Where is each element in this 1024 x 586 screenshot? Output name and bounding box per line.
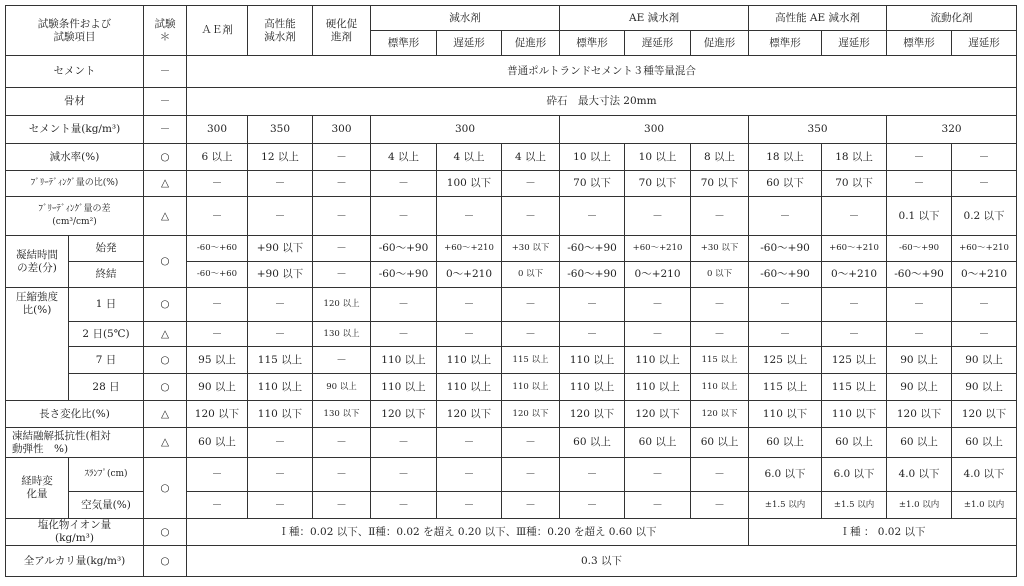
table-cell: Ｉ種：0.02 以下、Ⅱ種：0.02 を超え 0.20 以下、Ⅲ種：0.20 を超え 0.60 以下 <box>187 519 749 546</box>
table-cell: － <box>248 322 313 347</box>
table-cell: 120 以下 <box>371 401 437 428</box>
row-label-cell: 骨材 <box>6 88 144 116</box>
table-cell: 300 <box>371 116 560 144</box>
table-cell: 18 以上 <box>822 144 887 171</box>
row-label-cell: 塩化物イオン量 (kg/m³) <box>6 519 144 546</box>
table-cell: ○ <box>144 347 187 374</box>
table-cell: ○ <box>144 288 187 322</box>
table-row <box>6 88 1017 116</box>
table-cell: ○ <box>144 144 187 171</box>
table-cell: 320 <box>887 116 1017 144</box>
table-cell: － <box>437 428 502 458</box>
table-cell: 60 以下 <box>749 171 822 197</box>
header-cell: 標準形 <box>887 31 952 56</box>
table-cell: － <box>371 197 437 236</box>
table-cell: 120 以下 <box>502 401 560 428</box>
row-label-cell: 圧縮強度 比(%) <box>6 288 69 401</box>
table-cell: 12 以上 <box>248 144 313 171</box>
table-cell: － <box>248 458 313 492</box>
row-label-cell: 凍結融解抵抗性(相対 動弾性 %) <box>6 428 144 458</box>
table-cell: ±1.0 以内 <box>887 492 952 519</box>
header-cell: 試験条件および 試験項目 <box>6 6 144 56</box>
table-cell: 70 以下 <box>560 171 625 197</box>
table-row <box>6 236 1017 262</box>
row-label-cell: 全アルカリ量(kg/m³) <box>6 546 144 577</box>
row-label-cell: 凝結時間 の差(分) <box>6 236 69 288</box>
table-cell: 4 以上 <box>437 144 502 171</box>
table-cell: － <box>371 428 437 458</box>
table-cell: － <box>371 322 437 347</box>
table-cell: － <box>560 458 625 492</box>
table-cell: － <box>887 144 952 171</box>
table-cell: － <box>625 492 691 519</box>
table-cell: ±1.5 以内 <box>822 492 887 519</box>
header-cell: 促進形 <box>502 31 560 56</box>
table-cell: -60～+60 <box>187 262 248 288</box>
table-cell: -60～+90 <box>371 236 437 262</box>
table-cell: 0.3 以下 <box>187 546 1017 577</box>
table-cell: － <box>625 458 691 492</box>
table-cell: 4 以上 <box>502 144 560 171</box>
table-cell: － <box>187 458 248 492</box>
table-cell: +60～+210 <box>625 236 691 262</box>
table-row <box>6 197 1017 236</box>
table-cell: － <box>437 197 502 236</box>
table-cell: － <box>437 458 502 492</box>
table-cell: 70 以下 <box>822 171 887 197</box>
header-cell: 標準形 <box>749 31 822 56</box>
table-cell: － <box>625 288 691 322</box>
table-cell: － <box>248 288 313 322</box>
table-cell: 0.2 以下 <box>952 197 1017 236</box>
row-label-cell: 長さ変化比(%) <box>6 401 144 428</box>
header-cell: 減水剤 <box>371 6 560 31</box>
header-cell: 遅延形 <box>437 31 502 56</box>
table-cell: -60～+90 <box>371 262 437 288</box>
table-cell: － <box>437 288 502 322</box>
table-cell: ○ <box>144 374 187 401</box>
table-cell: 115 以上 <box>502 347 560 374</box>
table-row <box>6 519 1017 546</box>
table-cell: +60～+210 <box>952 236 1017 262</box>
header-cell: 硬化促 進剤 <box>313 6 371 56</box>
row-label-cell: 2 日(5℃) <box>69 322 144 347</box>
table-cell: 10 以上 <box>625 144 691 171</box>
table-cell: － <box>371 492 437 519</box>
table-cell: △ <box>144 322 187 347</box>
table-cell: － <box>822 197 887 236</box>
table-cell: － <box>560 322 625 347</box>
table-cell: +60～+210 <box>437 236 502 262</box>
header-row <box>6 6 1017 31</box>
table-cell: 95 以上 <box>187 347 248 374</box>
table-cell: 110 以上 <box>625 347 691 374</box>
table-row <box>6 546 1017 577</box>
table-cell: 110 以上 <box>691 374 749 401</box>
table-cell: － <box>822 288 887 322</box>
table-cell: ○ <box>144 236 187 288</box>
table-cell: － <box>502 458 560 492</box>
table-cell: － <box>691 458 749 492</box>
table-row <box>6 374 1017 401</box>
table-cell: － <box>313 458 371 492</box>
table-cell: 110 以上 <box>248 374 313 401</box>
table-cell: 70 以下 <box>691 171 749 197</box>
table-cell: 110 以下 <box>248 401 313 428</box>
table-cell: － <box>691 288 749 322</box>
table-cell: － <box>187 288 248 322</box>
table-cell: -60～+90 <box>560 236 625 262</box>
table-cell: △ <box>144 428 187 458</box>
table-cell: － <box>371 288 437 322</box>
table-cell: 300 <box>187 116 248 144</box>
table-cell: － <box>625 322 691 347</box>
table-cell: 110 以上 <box>560 374 625 401</box>
table-cell: -60～+90 <box>560 262 625 288</box>
table-cell: － <box>502 492 560 519</box>
table-cell: ○ <box>144 458 187 519</box>
table-cell: 350 <box>749 116 887 144</box>
table-cell: 0～+210 <box>822 262 887 288</box>
table-cell: 300 <box>560 116 749 144</box>
table-cell: － <box>371 458 437 492</box>
row-label-cell: 7 日 <box>69 347 144 374</box>
header-cell: 遅延形 <box>822 31 887 56</box>
table-cell: 120 以下 <box>625 401 691 428</box>
admixture-test-requirements-table <box>5 5 1017 577</box>
table-cell: － <box>502 171 560 197</box>
table-cell: 110 以下 <box>749 401 822 428</box>
table-cell: 8 以上 <box>691 144 749 171</box>
table-cell: 4 以上 <box>371 144 437 171</box>
table-cell: － <box>691 492 749 519</box>
table-row <box>6 116 1017 144</box>
table-cell: － <box>952 144 1017 171</box>
table-cell: 60 以上 <box>187 428 248 458</box>
table-row <box>6 458 1017 492</box>
header-cell: 標準形 <box>371 31 437 56</box>
table-cell: 110 以上 <box>502 374 560 401</box>
table-cell: 125 以上 <box>749 347 822 374</box>
table-cell: － <box>313 197 371 236</box>
row-label-cell: 経時変 化量 <box>6 458 69 519</box>
table-cell: 125 以上 <box>822 347 887 374</box>
table-cell: Ｉ種 ： 0.02 以下 <box>749 519 1017 546</box>
table-cell: － <box>560 492 625 519</box>
table-cell: 100 以下 <box>437 171 502 197</box>
header-cell: 遅延形 <box>952 31 1017 56</box>
table-cell: 0～+210 <box>437 262 502 288</box>
table-cell: 60 以上 <box>952 428 1017 458</box>
table-cell: 110 以上 <box>437 347 502 374</box>
table-cell: － <box>144 88 187 116</box>
table-cell: 110 以上 <box>625 374 691 401</box>
table-cell: － <box>248 492 313 519</box>
table-cell: -60～+90 <box>749 236 822 262</box>
table-cell: 10 以上 <box>560 144 625 171</box>
table-cell: － <box>749 288 822 322</box>
table-cell: 砕石 最大寸法 20mm <box>187 88 1017 116</box>
row-label-cell: 減水率(%) <box>6 144 144 171</box>
table-cell: － <box>313 236 371 262</box>
table-cell: － <box>248 197 313 236</box>
table-cell: 115 以上 <box>691 347 749 374</box>
table-cell: -60～+90 <box>887 236 952 262</box>
table-cell: 普通ポルトランドセメント３種等量混合 <box>187 56 1017 88</box>
table-cell: － <box>313 428 371 458</box>
table-cell: － <box>187 492 248 519</box>
table-cell: － <box>952 171 1017 197</box>
header-cell: 試験 ＊ <box>144 6 187 56</box>
table-cell: － <box>691 197 749 236</box>
table-cell: 60 以上 <box>822 428 887 458</box>
table-cell: △ <box>144 197 187 236</box>
table-cell: +30 以下 <box>502 236 560 262</box>
table-cell: -60～+90 <box>749 262 822 288</box>
row-label-cell: セメント量(kg/m³) <box>6 116 144 144</box>
table-row <box>6 401 1017 428</box>
table-body <box>6 6 1017 577</box>
table-cell: － <box>248 428 313 458</box>
table-cell: △ <box>144 171 187 197</box>
table-cell: 60 以上 <box>887 428 952 458</box>
table-cell: － <box>248 171 313 197</box>
table-cell: ○ <box>144 546 187 577</box>
table-cell: +90 以下 <box>248 236 313 262</box>
table-cell: 110 以上 <box>371 374 437 401</box>
table-cell: 6.0 以下 <box>822 458 887 492</box>
table-cell: 130 以上 <box>313 322 371 347</box>
table-cell: 110 以上 <box>560 347 625 374</box>
table-cell: － <box>952 322 1017 347</box>
table-cell: － <box>502 322 560 347</box>
table-row <box>6 144 1017 171</box>
header-cell: AE 減水剤 <box>560 6 749 31</box>
table-row <box>6 288 1017 322</box>
table-cell: 115 以上 <box>248 347 313 374</box>
table-cell: 0.1 以下 <box>887 197 952 236</box>
table-cell: ○ <box>144 519 187 546</box>
row-label-cell: ﾌﾞﾘｰﾃﾞｨﾝｸﾞ量の比(%) <box>6 171 144 197</box>
table-cell: △ <box>144 401 187 428</box>
table-cell: － <box>749 197 822 236</box>
table-cell: － <box>560 288 625 322</box>
table-cell: 0 以下 <box>502 262 560 288</box>
table-cell: 60 以上 <box>625 428 691 458</box>
row-label-cell: セメント <box>6 56 144 88</box>
table-cell: 120 以下 <box>560 401 625 428</box>
table-cell: +60～+210 <box>822 236 887 262</box>
header-cell: 高性能 AE 減水剤 <box>749 6 887 31</box>
table-cell: 120 以下 <box>187 401 248 428</box>
header-cell: 標準形 <box>560 31 625 56</box>
table-cell: － <box>371 171 437 197</box>
table-cell: － <box>887 171 952 197</box>
table-cell: 115 以上 <box>749 374 822 401</box>
row-label-cell: 終結 <box>69 262 144 288</box>
table-cell: 18 以上 <box>749 144 822 171</box>
table-cell: － <box>625 197 691 236</box>
table-cell: － <box>822 322 887 347</box>
table-cell: － <box>749 322 822 347</box>
table-cell: － <box>952 288 1017 322</box>
table-cell: － <box>502 197 560 236</box>
table-row <box>6 428 1017 458</box>
row-label-cell: 空気量(%) <box>69 492 144 519</box>
table-cell: +30 以下 <box>691 236 749 262</box>
table-cell: 0～+210 <box>952 262 1017 288</box>
header-cell: 高性能 減水剤 <box>248 6 313 56</box>
table-cell: 60 以上 <box>749 428 822 458</box>
table-cell: 120 以下 <box>952 401 1017 428</box>
header-cell: 遅延形 <box>625 31 691 56</box>
table-cell: ±1.5 以内 <box>749 492 822 519</box>
table-cell: -60～+60 <box>187 236 248 262</box>
table-cell: － <box>313 347 371 374</box>
table-cell: 120 以下 <box>437 401 502 428</box>
table-cell: － <box>313 262 371 288</box>
table-cell: 110 以下 <box>822 401 887 428</box>
table-row <box>6 56 1017 88</box>
table-cell: － <box>187 322 248 347</box>
table-cell: 4.0 以下 <box>952 458 1017 492</box>
table-cell: 4.0 以下 <box>887 458 952 492</box>
table-cell: ±1.0 以内 <box>952 492 1017 519</box>
table-cell: 60 以上 <box>560 428 625 458</box>
table-cell: － <box>187 171 248 197</box>
table-cell: 60 以上 <box>691 428 749 458</box>
table-cell: 90 以上 <box>313 374 371 401</box>
header-cell: 促進形 <box>691 31 749 56</box>
table-cell: － <box>187 197 248 236</box>
table-cell: 115 以上 <box>822 374 887 401</box>
table-cell: 90 以上 <box>952 347 1017 374</box>
table-cell: － <box>502 428 560 458</box>
table-cell: 350 <box>248 116 313 144</box>
table-cell: 90 以上 <box>187 374 248 401</box>
table-row <box>6 322 1017 347</box>
table-cell: 120 以上 <box>313 288 371 322</box>
table-cell: － <box>144 56 187 88</box>
table-cell: － <box>502 288 560 322</box>
table-cell: － <box>437 492 502 519</box>
table-cell: － <box>144 116 187 144</box>
table-cell: 0 以下 <box>691 262 749 288</box>
table-cell: 90 以上 <box>952 374 1017 401</box>
table-cell: － <box>887 322 952 347</box>
table-cell: － <box>437 322 502 347</box>
table-cell: 0～+210 <box>625 262 691 288</box>
table-cell: － <box>887 288 952 322</box>
table-cell: 110 以上 <box>437 374 502 401</box>
table-cell: 90 以上 <box>887 347 952 374</box>
table-cell: +90 以下 <box>248 262 313 288</box>
table-cell: 130 以下 <box>313 401 371 428</box>
table-cell: － <box>560 197 625 236</box>
table-cell: － <box>313 144 371 171</box>
table-cell: 120 以下 <box>691 401 749 428</box>
table-cell: 始発 <box>69 236 144 262</box>
row-label-cell: ﾌﾞﾘｰﾃﾞｨﾝｸﾞ量の差 (cm³/cm²) <box>6 197 144 236</box>
table-cell: 300 <box>313 116 371 144</box>
header-cell: 流動化剤 <box>887 6 1017 31</box>
table-cell: 120 以下 <box>887 401 952 428</box>
table-cell: － <box>691 322 749 347</box>
table-row <box>6 347 1017 374</box>
table-cell: ｽﾗﾝﾌﾟ(cm) <box>69 458 144 492</box>
table-cell: － <box>313 171 371 197</box>
table-cell: 6 以上 <box>187 144 248 171</box>
table-cell: -60～+90 <box>887 262 952 288</box>
table-cell: － <box>313 492 371 519</box>
table-cell: 90 以上 <box>887 374 952 401</box>
header-cell: ＡＥ剤 <box>187 6 248 56</box>
table-cell: 1 日 <box>69 288 144 322</box>
row-label-cell: 28 日 <box>69 374 144 401</box>
table-cell: 110 以上 <box>371 347 437 374</box>
table-cell: 6.0 以下 <box>749 458 822 492</box>
table-row <box>6 171 1017 197</box>
table-cell: 70 以下 <box>625 171 691 197</box>
